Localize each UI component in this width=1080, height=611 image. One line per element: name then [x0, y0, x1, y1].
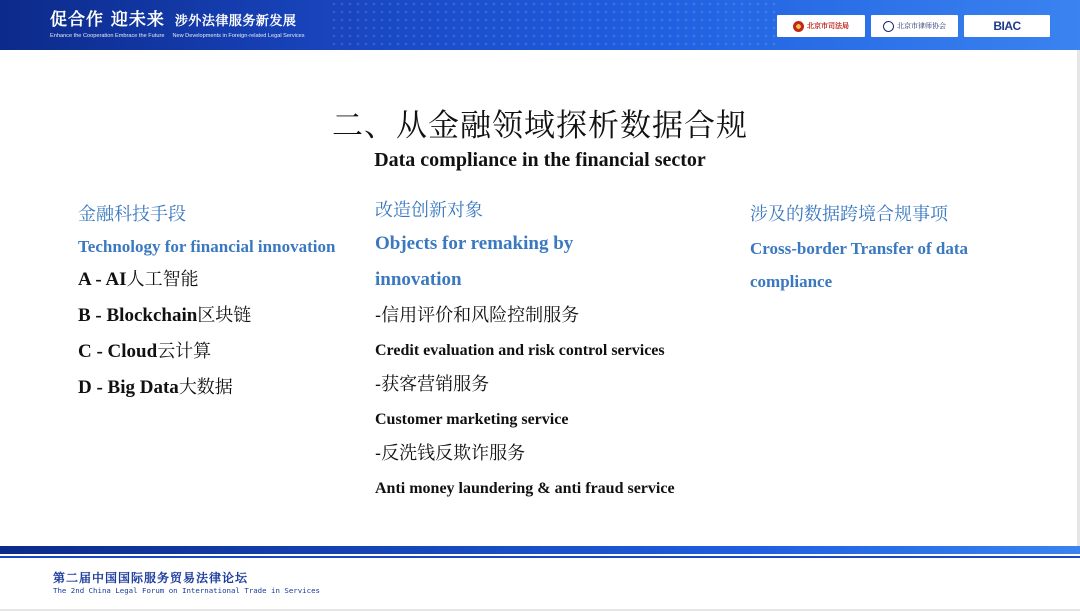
service-cn: -获客营销服务: [375, 374, 490, 395]
logo2-text: 北京市律师协会: [897, 22, 946, 30]
header-dot-pattern: [330, 0, 780, 50]
col2-heading-en-line2: innovation: [375, 269, 462, 290]
slogan-cn-b: 涉外法律服务新发展: [174, 14, 297, 29]
list-item: [78, 334, 368, 370]
list-item: [78, 298, 368, 334]
service-en: Anti money laundering & anti fraud service: [375, 480, 675, 497]
col3-heading-en-line1: Cross-border Transfer of data: [750, 239, 969, 258]
slogan-cn: [50, 10, 305, 32]
column-cross-border: [750, 202, 1050, 298]
list-item-cn: 大数据: [178, 377, 233, 398]
list-item: [78, 370, 368, 406]
list-item-en: B - Blockchain: [78, 305, 198, 326]
justice-bureau-logo: [777, 15, 865, 37]
service-cn: -信用评价和风险控制服务: [375, 305, 580, 326]
list-item-cn: 人工智能: [126, 269, 199, 290]
footer-title-en: The 2nd China Legal Forum on International Trade in Services: [53, 586, 320, 595]
service-en: Customer marketing service: [375, 411, 569, 428]
slogan-cn-a: 促合作 迎未来: [50, 10, 165, 30]
lawyers-association-logo: [871, 15, 958, 37]
col1-heading-en: Technology for financial innovation: [78, 237, 336, 256]
footer: [0, 558, 1080, 611]
col3-heading-cn: 涉及的数据跨境合规事项: [750, 204, 948, 225]
slogan-en-a: Enhance the Cooperation Embrace the Future: [50, 33, 165, 39]
header-slogan: [50, 10, 305, 41]
national-emblem-icon: [793, 21, 804, 32]
service-cn: -反洗钱反欺诈服务: [375, 443, 526, 464]
column-fintech: [78, 202, 368, 406]
list-item-en: A - AI: [78, 269, 127, 290]
footer-bar: [0, 546, 1080, 554]
slogan-en-b: New Developments in Foreign-related Legal Services: [172, 33, 305, 39]
partner-logos: [777, 15, 1050, 37]
slogan-en: [50, 32, 305, 41]
list-item-en: C - Cloud: [78, 341, 158, 362]
col2-heading-en-line1: Objects for remaking by: [375, 233, 574, 254]
slide-title-cn: 二、从金融领域探析数据合规: [332, 108, 748, 144]
col3-heading-en-line2: compliance: [750, 272, 833, 291]
logo1-text: 北京市司法局: [807, 22, 849, 30]
slide-title-en: Data compliance in the financial sector: [374, 149, 706, 171]
service-en: Credit evaluation and risk control services: [375, 342, 665, 359]
association-emblem-icon: [883, 21, 894, 32]
col1-heading-cn: 金融科技手段: [78, 204, 186, 225]
column-innovation-objects: [375, 198, 735, 505]
list-item: [78, 262, 368, 298]
list-item-en: D - Big Data: [78, 377, 179, 398]
list-item-cn: 云计算: [157, 341, 212, 362]
footer-title-cn: 第二届中国国际服务贸易法律论坛: [53, 571, 249, 585]
col1-list: [78, 262, 368, 406]
list-item-cn: 区块链: [197, 305, 252, 326]
biac-logo: [964, 15, 1050, 37]
col2-heading-cn: 改造创新对象: [375, 200, 483, 221]
logo3-text: BIAC: [993, 19, 1021, 33]
header-banner: [0, 0, 1080, 50]
